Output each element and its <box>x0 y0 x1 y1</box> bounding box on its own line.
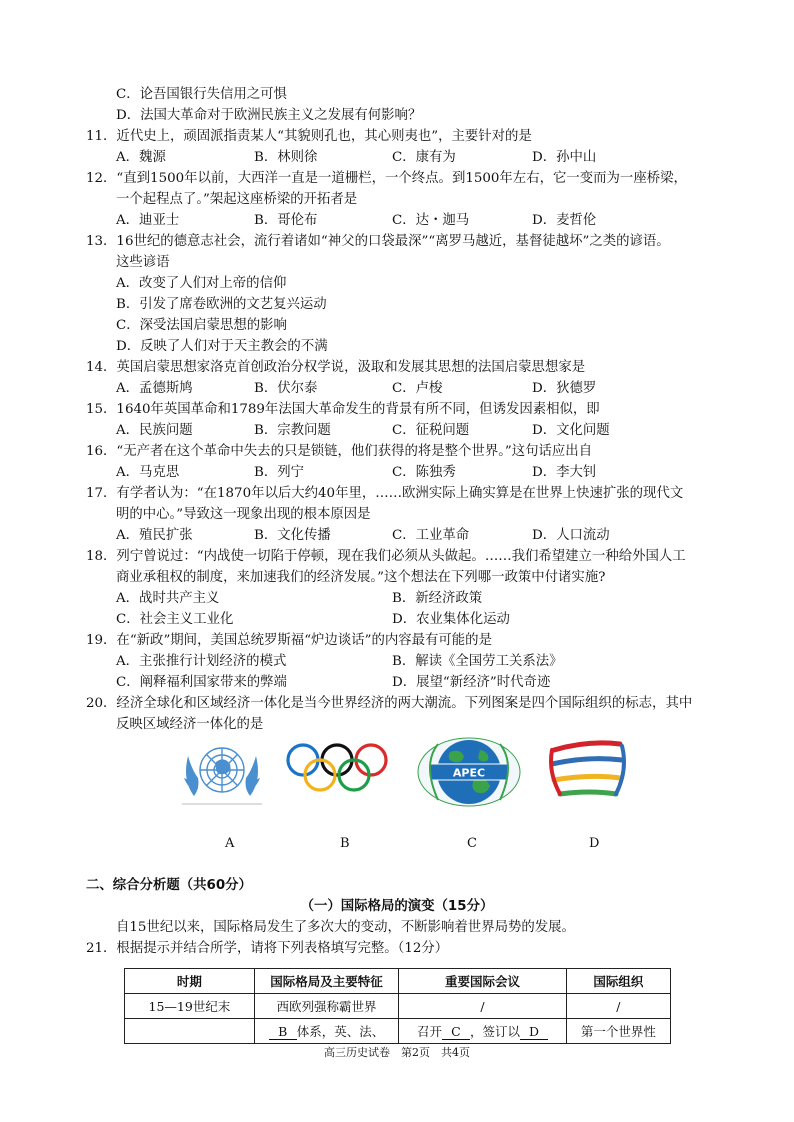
q17-stem-line1: 17．有学者认为：“在1870年以后大约40年里，……欧洲实际上确实算是在世界上快速扩张的现代文 <box>86 486 684 501</box>
q14-option-a: A．孟德斯鸠 <box>116 381 193 396</box>
conference-text-mid: ，签订以 <box>469 1024 520 1039</box>
header-organization: 国际组织 <box>566 969 670 994</box>
olympic-rings-icon <box>283 742 391 794</box>
q16-option-c: C．陈独秀 <box>392 465 456 480</box>
blank-d[interactable]: D <box>520 1024 548 1040</box>
q15-stem: 15．1640年英国革命和1789年法国大革命发生的背景有所不同，但诱发因素相似，即 <box>86 402 600 417</box>
q14-option-d: D．狄德罗 <box>532 381 597 396</box>
header-pattern: 国际格局及主要特征 <box>254 969 398 994</box>
q17-option-a: A．殖民扩张 <box>116 528 193 543</box>
cell-period-empty <box>125 1019 255 1044</box>
page-footer: 高三历史试卷 第2页 共4页 <box>324 1046 470 1059</box>
q21-table <box>124 968 671 1044</box>
q18-stem-line2: 商业承租权的制度，来加速我们的经济发展。”这个想法在下列哪一政策中付诸实施? <box>116 570 606 585</box>
q13-option-b: B．引发了席卷欧洲的文艺复兴运动 <box>116 297 327 312</box>
q14-stem: 14．英国启蒙思想家洛克首创政治分权学说，汲取和发展其思想的法国启蒙思想家是 <box>86 360 586 375</box>
q19-option-a: A．主张推行计划经济的模式 <box>116 654 287 669</box>
q18-option-d: D．农业集体化运动 <box>392 612 510 627</box>
cell-conference: / <box>399 994 567 1019</box>
q11-option-d: D．孙中山 <box>532 150 597 165</box>
q17-option-d: D．人口流动 <box>532 528 610 543</box>
q15-option-c: C．征税问题 <box>392 423 470 438</box>
apec-logo-text: APEC <box>452 766 486 780</box>
q17-option-b: B．文化传播 <box>254 528 331 543</box>
section2-title: 二、综合分析题（共60分） <box>86 878 252 893</box>
q13-option-a: A．改变了人们对上帝的信仰 <box>116 276 287 291</box>
q18-option-a: A．战时共产主义 <box>116 591 220 606</box>
cell-pattern-row2 <box>254 1019 398 1044</box>
q17-stem-line2: 明的中心。”导致这一现象出现的根本原因是 <box>116 507 371 522</box>
apec-logo-icon <box>416 736 522 808</box>
un-emblem-icon <box>172 736 272 808</box>
q13-option-d: D．反映了人们对于天主教会的不满 <box>116 339 328 354</box>
q11-option-a: A．魏源 <box>116 150 166 165</box>
q16-option-d: D．李大钊 <box>532 465 597 480</box>
q12-stem-line2: 一个起程点了。”架起这座桥梁的开拓者是 <box>116 192 358 207</box>
blank-c[interactable]: C <box>442 1024 470 1040</box>
q19-option-d: D．展望“新经济”时代奇迹 <box>392 675 551 690</box>
q16-option-b: B．列宁 <box>254 465 305 480</box>
q18-option-c: C．社会主义工业化 <box>116 612 234 627</box>
q13-stem-line1: 13．16世纪的德意志社会，流行着诸如“神父的口袋最深”“离罗马越近，基督徒越坏”之类的谚语。 <box>86 234 670 249</box>
q12-option-c: C．达・迦马 <box>392 213 470 228</box>
q18-option-b: B．新经济政策 <box>392 591 483 606</box>
q12-option-a: A．迪亚士 <box>116 213 180 228</box>
wto-logo-icon <box>546 732 632 808</box>
cell-pattern: 西欧列强称霸世界 <box>254 994 398 1019</box>
q15-option-b: B．宗教问题 <box>254 423 331 438</box>
logo-label-a: A <box>225 836 235 851</box>
cell-conference-row2 <box>399 1019 567 1044</box>
q19-stem: 19．在“新政”期间，美国总统罗斯福“炉边谈话”的内容最有可能的是 <box>86 633 492 648</box>
q18-stem-line1: 18．列宁曾说过：“内战使一切陷于停顿，现在我们必须从头做起。……我们希望建立一种给外国人工 <box>86 549 686 564</box>
q13-option-c: C．深受法国启蒙思想的影响 <box>116 318 287 333</box>
table-header-row <box>125 969 671 994</box>
q17-option-c: C．工业革命 <box>392 528 470 543</box>
q14-option-b: B．伏尔泰 <box>254 381 318 396</box>
cell-period: 15—19世纪末 <box>125 994 255 1019</box>
q19-option-c: C．阐释福利国家带来的弊端 <box>116 675 287 690</box>
logo-label-c: C <box>467 836 477 851</box>
q16-stem: 16．“无产者在这个革命中失去的只是锁链，他们获得的将是整个世界。”这句话应出自 <box>86 444 593 459</box>
q15-option-d: D．文化问题 <box>532 423 610 438</box>
q10-option-c: C．论吾国银行失信用之可惧 <box>116 87 287 102</box>
cell-organization: / <box>566 994 670 1019</box>
section2-subtitle: （一）国际格局的演变（15分） <box>300 899 494 914</box>
q15-option-a: A．民族问题 <box>116 423 193 438</box>
logo-label-b: B <box>340 836 350 851</box>
q11-option-c: C．康有为 <box>392 150 456 165</box>
q12-stem-line1: 12．“直到1500年以前，大西洋一直是一道栅栏，一个终点。到1500年左右，它一变而为一座桥梁， <box>86 171 687 186</box>
blank-b[interactable]: B <box>269 1024 297 1040</box>
table-row <box>125 994 671 1019</box>
logo-label-d: D <box>589 836 600 851</box>
header-conference: 重要国际会议 <box>399 969 567 994</box>
q12-option-b: B．哥伦布 <box>254 213 318 228</box>
conference-text-pre: 召开 <box>416 1024 442 1039</box>
pattern-text: 体系，英、法、 <box>296 1024 385 1039</box>
q14-option-c: C．卢梭 <box>392 381 443 396</box>
section2-intro: 自15世纪以来，国际格局发生了多次大的变动，不断影响着世界局势的发展。 <box>116 920 575 935</box>
q12-option-d: D．麦哲伦 <box>532 213 597 228</box>
q16-option-a: A．马克思 <box>116 465 180 480</box>
header-period: 时期 <box>125 969 255 994</box>
q20-stem-line2: 反映区域经济一体化的是 <box>116 717 264 732</box>
q11-option-b: B．林则徐 <box>254 150 318 165</box>
q21-stem: 21．根据提示并结合所学，请将下列表格填写完整。（12分） <box>86 941 449 956</box>
q11-stem: 11．近代史上，顽固派指责某人“其貌则孔也，其心则夷也”，主要针对的是 <box>86 129 532 144</box>
cell-organization-row2: 第一个世界性 <box>566 1019 670 1044</box>
q10-option-d: D．法国大革命对于欧洲民族主义之发展有何影响？ <box>116 108 422 123</box>
q13-stem-line2: 这些谚语 <box>116 255 170 270</box>
q19-option-b: B．解读《全国劳工关系法》 <box>392 654 563 669</box>
q20-stem-line1: 20．经济全球化和区域经济一体化是当今世界经济的两大潮流。下列图案是四个国际组织的标志，其中 <box>86 696 693 711</box>
table-row <box>125 1019 671 1044</box>
